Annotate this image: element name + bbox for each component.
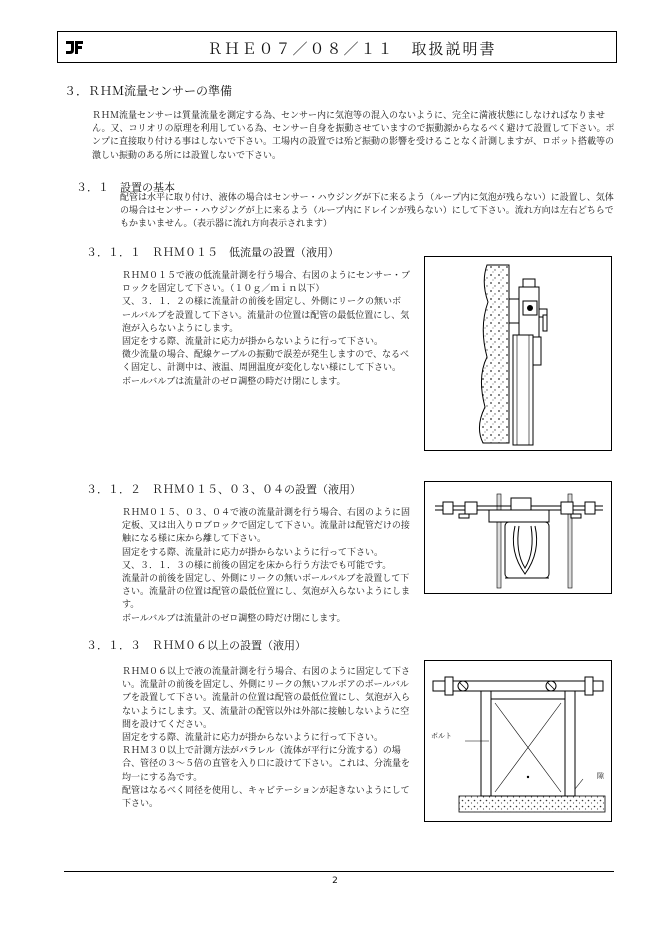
label-bolt: ボルト bbox=[431, 732, 452, 740]
document-title: ＲＨＥ０７／０８／１１ 取扱説明書 bbox=[207, 40, 497, 58]
section-intro: ＲＨＭ流量センサーは質量流量を測定する為、センサー内に気泡等の混入のないように、完全に満液状態にしなければなりません。又、コリオリの原理を利用している為、センサー自身を振動させていますので振動源からなるべく避けて設置して下さい。ポンプに直接取り付ける事はしないで下さい。工場内の設置では殆ど振動の影響を受けることなく計測しますが、ロボット搭載等の激しい振動のある所には設置しないで下さい。 bbox=[92, 111, 615, 161]
footer-divider bbox=[64, 871, 614, 872]
subsection-3-1-2-body: ＲＨＭ０１５、０３、０４で液の流量計測を行う場合、右図のように固定板、又は出入りロブロックで固定して下さい。流量計は配管だけの接触になる様に床から離して下さい。 固定をする際、流量計に応力が掛からないように行って下さい。 又、３．１．３の様に前後の固定を床から行う方法でも可能です。 流量計の前後を固定し、外側にリークの無いボールバルブを設置して下さい。流量計の位置は配管の最低位置にし、気泡が入らないようにします。 ボールバルブは流量計のゼロ調整の時だけ閉にします。 bbox=[122, 508, 411, 624]
figure-rhm06-above bbox=[424, 660, 612, 822]
figure-rhm015-03-04 bbox=[424, 481, 612, 594]
subsection-3-1-3-title: ３．１．３ ＲＨＭ０６以上の設置（液用） bbox=[86, 639, 306, 652]
subsection-3-1-1-body: ＲＨＭ０１５で液の低流量計測を行う場合、右図のようにセンサー・ブロックを固定して下さい。（１０ｇ／ｍｉｎ以下） 又、３．１．２の様に流量計の前後を固定し、外側にリークの無いボールバルブを設置して下さい。流量計の位置は配管の最低位置にし、気泡が入らないようにします。 固定をする際、流量計に応力が掛からないように行って下さい。 微少流量の場合、配線ケーブルの振動で誤差が発生しますので、なるべく固定し、計測中は、液温、周囲温度が変化しない様にして下さい。 ボールバルブは流量計のゼロ調整の時だけ閉にします。 bbox=[122, 271, 411, 387]
page-number: 2 bbox=[332, 876, 338, 886]
subsection-3-1-2-title: ３．１．２ ＲＨＭ０１５、０３、０４の設置（液用） bbox=[86, 483, 361, 496]
label-gap: 隙 bbox=[597, 772, 604, 780]
subsection-3-1-title: ３．１ 設置の基本 bbox=[76, 181, 175, 194]
subsection-3-1-body: 配管は水平に取り付け、液体の場合はセンサー・ハウジングが下に来るよう（ループ内に気泡が残らない）に設置し、気体の場合はセンサー・ハウジングが上に来るよう（ループ内にドレインが残らない）にして下さい。流れ方向は左右どちらでもかまいません。（表示器に流れ方向表示されます） bbox=[120, 193, 614, 230]
figure-rhm015-low-flow bbox=[424, 256, 612, 451]
subsection-3-1-1-title: ３．１．１ ＲＨＭ０１５ 低流量の設置（液用） bbox=[86, 246, 339, 259]
header-box bbox=[57, 31, 617, 63]
section-title: ３．ＲＨＭ流量センサーの準備 bbox=[64, 84, 233, 98]
subsection-3-1-3-body: ＲＨＭ０６以上で液の流量計測を行う場合、右図のように固定して下さい。流量計の前後を固定し、外側にリークの無いフルボアのボールバルブを設置して下さい。流量計の位置は配管の最低位置にし、気泡が入らないようにします。又、流量計の配管以外は外部に接触しないように空間を設けてください。 固定をする際、流量計に応力が掛からないように行って下さい。 ＲＨＭ３０以上で計測方法がパラレル（流体が平行に分流する）の場合、管径の３～５倍の直管を入り口に設けて下さい。これは、分流量を均一にする為です。 配管はなるべく同径を使用し、キャビテーションが起きないようにして下さい。 bbox=[122, 667, 411, 810]
